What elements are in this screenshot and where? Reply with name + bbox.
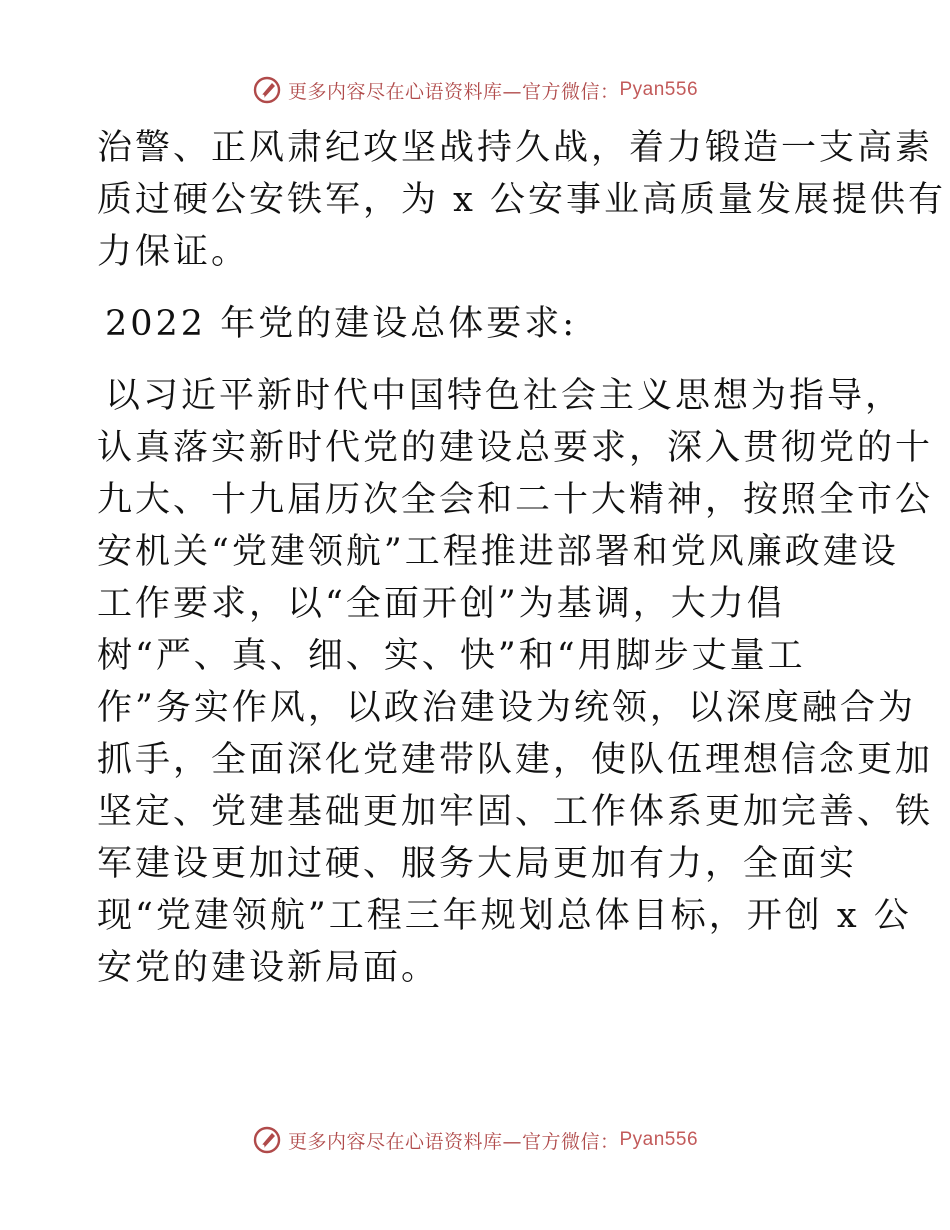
text-line: 坚定、党建基础更加牢固、工作体系更加完善、铁 xyxy=(97,792,934,832)
pen-circle-icon xyxy=(252,1125,282,1155)
text-line: 军建设更加过硬、服务大局更加有力，全面实 xyxy=(97,844,858,884)
footer-watermark xyxy=(0,1120,950,1160)
text-line: 认真落实新时代党的建设总要求，深入贯彻党的十 xyxy=(97,428,934,468)
pen-circle-icon xyxy=(252,75,282,105)
heading-line: 2022 年党的建设总体要求: xyxy=(105,304,577,344)
section-heading xyxy=(97,298,857,350)
header-watermark xyxy=(0,70,950,110)
text-line: 抓手，全面深化党建带队建，使队伍理想信念更加 xyxy=(97,740,934,780)
watermark-text: 更多内容尽在心语资料库—官方微信： xyxy=(287,1130,620,1153)
watermark-id: Pyan556 xyxy=(619,79,699,100)
paragraph-intro xyxy=(97,122,946,278)
text-line: 作”务实作风，以政治建设为统领，以深度融合为 xyxy=(97,688,916,728)
watermark-text: 更多内容尽在心语资料库—官方微信： xyxy=(287,80,620,103)
text-line: 质过硬公安铁军，为 x 公安事业高质量发展提供有 xyxy=(97,180,946,220)
text-line: 治警、正风肃纪攻坚战持久战，着力锻造一支高素 xyxy=(97,128,934,168)
text-line: 工作要求，以“全面开创”为基调，大力倡 xyxy=(97,584,785,624)
text-line: 安机关“党建领航”工程推进部署和党风廉政建设 xyxy=(97,532,899,572)
text-line: 安党的建设新局面。 xyxy=(97,948,440,988)
watermark-id: Pyan556 xyxy=(619,1129,699,1150)
text-line: 现“党建领航”工程三年规划总体目标，开创 x 公 xyxy=(97,896,912,936)
paragraph-requirements xyxy=(97,370,934,994)
text-line: 九大、十九届历次全会和二十大精神，按照全市公 xyxy=(97,480,934,520)
text-line: 树“严、真、细、实、快”和“用脚步丈量工 xyxy=(97,636,806,676)
text-line: 力保证。 xyxy=(97,232,250,272)
text-line: 以习近平新时代中国特色社会主义思想为指导， xyxy=(105,376,904,416)
document-body xyxy=(97,122,946,994)
